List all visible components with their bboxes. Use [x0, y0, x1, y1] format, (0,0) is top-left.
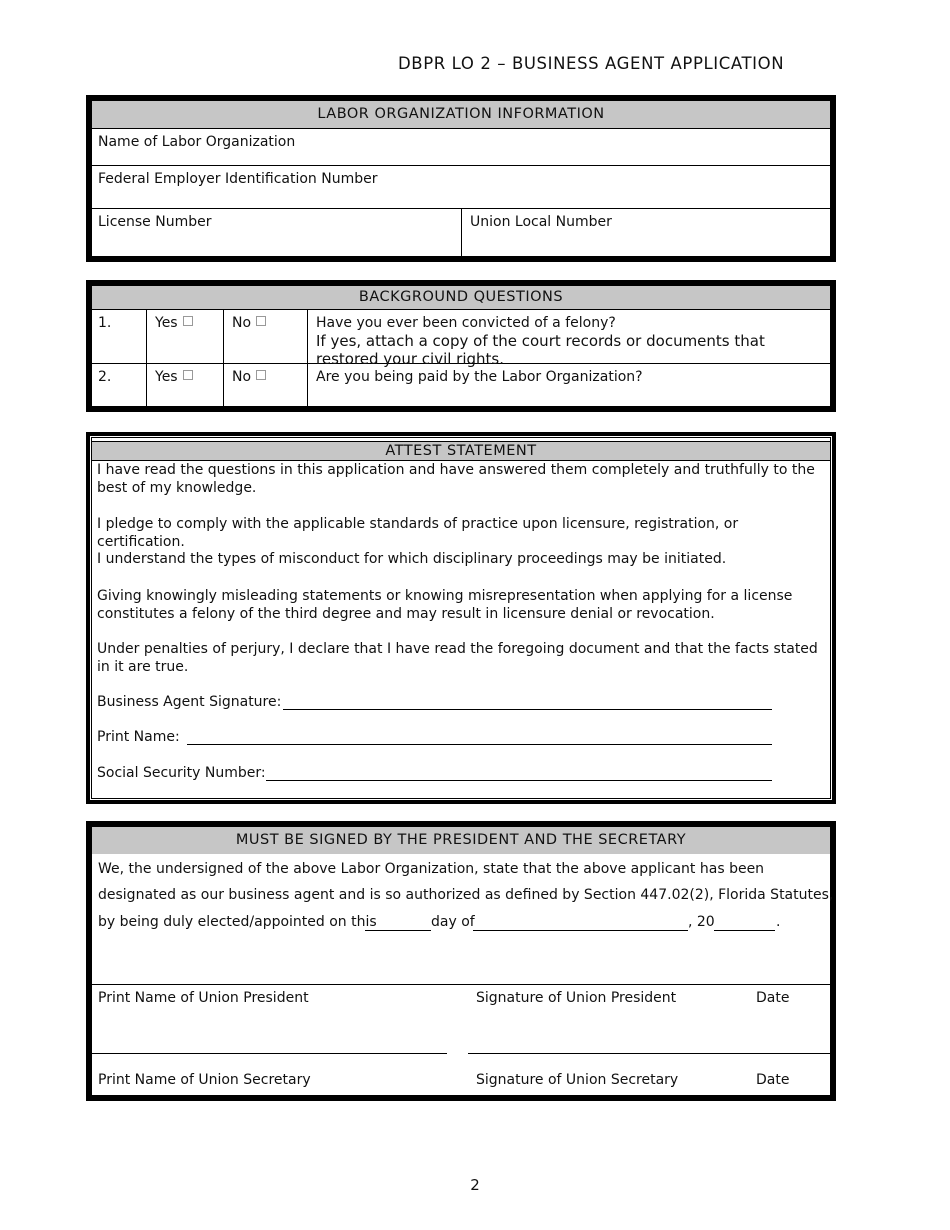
secretary-date-label: Date — [756, 1072, 790, 1088]
labor-organization-section — [86, 95, 836, 262]
attest-paragraph-1: I have read the questions in this application and have answered them completely and truthfully to the best of my knowledge. — [97, 462, 815, 496]
year-blank[interactable] — [714, 930, 775, 931]
president-signature-label: Signature of Union President — [476, 990, 677, 1006]
question-2-yes-checkbox[interactable] — [155, 369, 193, 385]
secretary-name-label: Print Name of Union Secretary — [98, 1072, 311, 1088]
background-questions-section — [86, 280, 836, 412]
question-2-text: Are you being paid by the Labor Organization? — [316, 369, 643, 385]
question-1-note: If yes, attach a copy of the court records or documents that restored your civil rights. — [316, 332, 765, 368]
checkbox-icon — [183, 370, 193, 380]
yes-label: Yes — [155, 315, 178, 331]
president-name-line[interactable] — [92, 1053, 447, 1054]
no-label: No — [232, 315, 252, 331]
attest-paragraph-3: I understand the types of misconduct for which disciplinary proceedings may be initiated. — [97, 551, 727, 567]
page-title: DBPR LO 2 – BUSINESS AGENT APPLICATION — [398, 54, 785, 73]
ssn-label: Social Security Number: — [97, 765, 266, 781]
attest-statement-section — [86, 432, 836, 804]
attest-statement-heading: ATTEST STATEMENT — [92, 441, 830, 461]
checkbox-icon — [256, 370, 266, 380]
attest-paragraph-2: I pledge to comply with the applicable standards of practice upon licensure, registration, or certification. — [97, 516, 739, 550]
question-2-no-checkbox[interactable] — [232, 369, 266, 385]
question-2-number: 2. — [98, 369, 112, 385]
authorization-line-3-day-of: day of — [431, 914, 475, 930]
background-questions-heading: BACKGROUND QUESTIONS — [92, 286, 830, 309]
checkbox-icon — [183, 316, 193, 326]
authorization-line-3-year-prefix: , 20 — [688, 914, 715, 930]
question-1-no-checkbox[interactable] — [232, 315, 266, 331]
question-1-yes-checkbox[interactable] — [155, 315, 193, 331]
business-agent-signature-label: Business Agent Signature: — [97, 694, 282, 710]
no-label: No — [232, 369, 252, 385]
president-date-label: Date — [756, 990, 790, 1006]
checkbox-icon — [256, 316, 266, 326]
president-name-label: Print Name of Union President — [98, 990, 309, 1006]
business-agent-signature-line[interactable] — [283, 709, 772, 710]
authorization-line-1: We, the undersigned of the above Labor Organization, state that the above applicant has been — [98, 861, 765, 877]
authorization-line-3-end: . — [776, 914, 781, 930]
ssn-line[interactable] — [266, 780, 772, 781]
labor-organization-name-field[interactable]: Name of Labor Organization — [98, 134, 296, 150]
officer-signature-section — [86, 821, 836, 1101]
month-blank[interactable] — [473, 930, 688, 931]
page-number: 2 — [470, 1176, 480, 1194]
question-1-number: 1. — [98, 315, 112, 331]
print-name-label: Print Name: — [97, 729, 180, 745]
authorization-line-3-start: by being duly elected/appointed on this — [98, 914, 377, 930]
secretary-signature-label: Signature of Union Secretary — [476, 1072, 679, 1088]
license-number-field[interactable]: License Number — [98, 214, 212, 230]
print-name-line[interactable] — [187, 744, 772, 745]
yes-label: Yes — [155, 369, 178, 385]
question-1-text: Have you ever been convicted of a felony? — [316, 315, 616, 331]
day-blank[interactable] — [365, 930, 431, 931]
attest-paragraph-4: Giving knowingly misleading statements or knowing misrepresentation when applying for a license constitutes a felony of the third degree and may result in licensure denial or revocation. — [97, 588, 793, 622]
officer-signature-heading: MUST BE SIGNED BY THE PRESIDENT AND THE SECRETARY — [92, 827, 830, 854]
president-signature-line[interactable] — [468, 1053, 830, 1054]
attest-paragraph-5: Under penalties of perjury, I declare that I have read the foregoing document and that the facts stated in it are true. — [97, 641, 818, 675]
fein-field[interactable]: Federal Employer Identification Number — [98, 171, 378, 187]
labor-organization-heading: LABOR ORGANIZATION INFORMATION — [92, 101, 830, 128]
union-local-number-field[interactable]: Union Local Number — [470, 214, 612, 230]
authorization-line-2: designated as our business agent and is so authorized as defined by Section 447.02(2), Florida Statutes, — [98, 887, 834, 903]
